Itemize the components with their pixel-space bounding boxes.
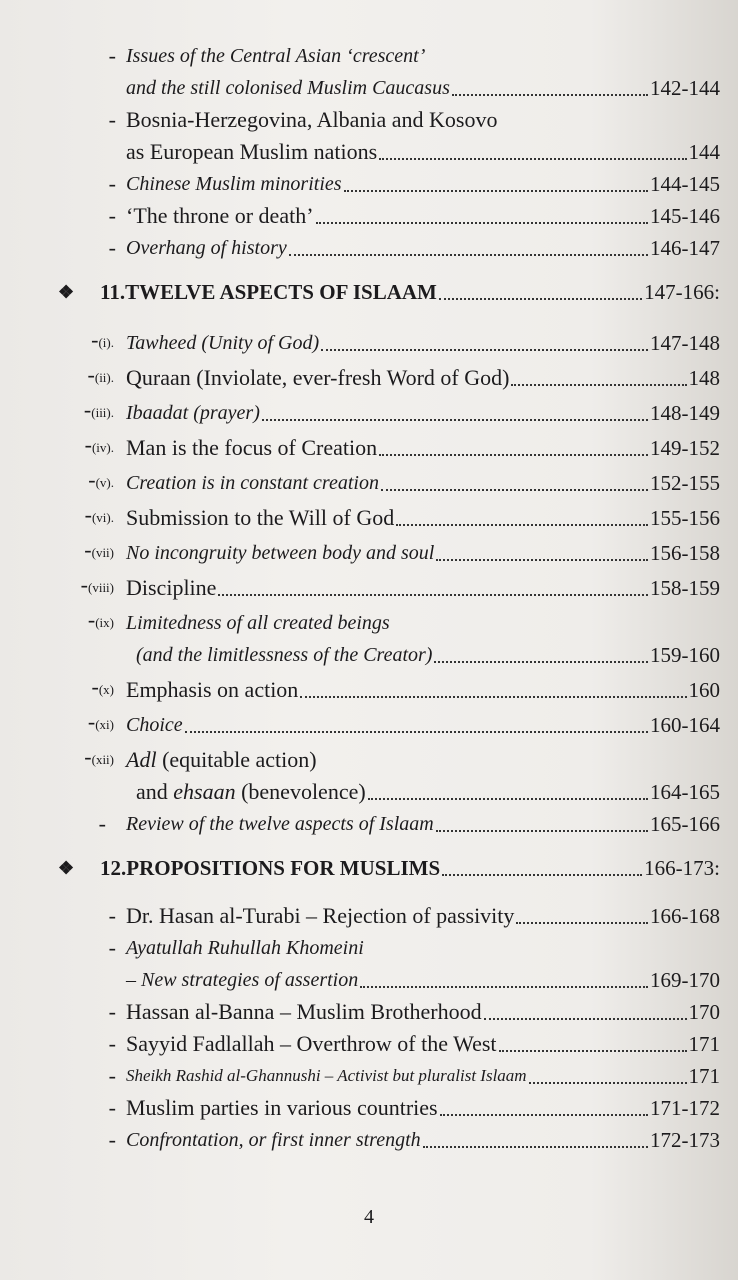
toc-entry xyxy=(58,1060,720,1092)
dot-leader xyxy=(185,731,648,733)
page-range: 164-165 xyxy=(650,780,720,804)
entry-title: Muslim parties in various countries xyxy=(126,1095,438,1120)
toc-entry xyxy=(58,900,720,932)
toc-entry xyxy=(58,706,720,741)
toc-entry xyxy=(58,1092,720,1124)
dot-leader xyxy=(516,922,648,924)
page-range: 158-159 xyxy=(650,576,720,600)
entry-title: Choice xyxy=(126,714,183,736)
entry-title: and the still colonised Muslim Caucasus xyxy=(126,77,450,99)
page-range: 147-166: xyxy=(644,280,720,304)
entry-title: Adl (equitable action) xyxy=(126,747,317,772)
toc-entry xyxy=(58,429,720,464)
entry-title: – New strategies of assertion xyxy=(126,969,359,991)
dot-leader xyxy=(452,94,648,96)
roman-numeral: (xi) xyxy=(95,717,114,732)
dash-marker: -(iv). xyxy=(84,432,114,457)
page-range: 148-149 xyxy=(650,401,720,425)
entry-title: Emphasis on action xyxy=(126,677,299,702)
dash-marker: - xyxy=(108,1031,116,1056)
page-range: 171 xyxy=(688,1032,720,1056)
entry-title: Confrontation, or first inner strength xyxy=(126,1129,421,1151)
page-range: 146-147 xyxy=(650,236,720,260)
toc-entry xyxy=(58,1028,720,1060)
page-range: 169-170 xyxy=(650,968,720,992)
entry-title: as European Muslim nations xyxy=(126,139,378,164)
dot-leader xyxy=(442,874,642,876)
entry-title: Review of the twelve aspects of Islaam xyxy=(126,813,434,835)
dash-marker: -(ii). xyxy=(87,362,114,387)
dash-marker: -(iii). xyxy=(83,397,114,422)
dash-marker: -(xi) xyxy=(87,709,114,734)
dash-marker: - xyxy=(108,107,116,132)
dot-leader xyxy=(289,254,648,256)
page-range: 159-160 xyxy=(650,643,720,667)
toc-entry-continuation xyxy=(58,136,720,168)
section-heading-12 xyxy=(58,852,720,884)
page-range: 152-155 xyxy=(650,471,720,495)
dash-marker: - xyxy=(108,935,116,960)
entry-title: Discipline xyxy=(126,575,217,600)
page-range: 145-146 xyxy=(650,204,720,228)
entry-title: Bosnia-Herzegovina, Albania and Kosovo xyxy=(126,107,498,132)
dash-marker: - xyxy=(108,1127,116,1152)
section-heading-11 xyxy=(58,276,720,308)
toc-entry xyxy=(58,232,720,264)
toc-entry xyxy=(58,40,720,72)
dot-leader xyxy=(218,594,648,596)
dash-marker: - xyxy=(108,1095,116,1120)
page-range: 148 xyxy=(688,366,720,390)
entry-title: No incongruity between body and soul xyxy=(126,542,435,564)
page-range: 171 xyxy=(688,1064,720,1088)
toc-entry xyxy=(58,359,720,394)
dash-marker: -(v). xyxy=(88,467,114,492)
dash-marker: -(x) xyxy=(91,674,114,699)
page-range: 166-173: xyxy=(644,856,720,880)
toc-entry xyxy=(58,394,720,429)
entry-title: Issues of the Central Asian ‘crescent’ xyxy=(126,45,426,67)
toc-entry xyxy=(58,168,720,200)
page-range: 155-156 xyxy=(650,506,720,530)
dot-leader xyxy=(484,1018,687,1020)
toc-entry xyxy=(58,464,720,499)
dot-leader xyxy=(434,661,648,663)
dash-marker: - xyxy=(98,811,106,836)
dash-marker: - xyxy=(108,235,116,260)
entry-title: (and the limitlessness of the Creator) xyxy=(136,644,433,666)
page-range: 147-148 xyxy=(650,331,720,355)
roman-numeral: (ii). xyxy=(94,370,114,385)
page-range: 149-152 xyxy=(650,436,720,460)
dot-leader xyxy=(344,190,648,192)
entry-title: Ayatullah Ruhullah Khomeini xyxy=(126,937,364,959)
page-range: 144 xyxy=(688,140,720,164)
dot-leader xyxy=(439,298,642,300)
entry-title: Hassan al-Banna – Muslim Brotherhood xyxy=(126,999,482,1024)
page-range: 144-145 xyxy=(650,172,720,196)
dash-marker: -(i). xyxy=(91,327,114,352)
dash-marker: -(vi). xyxy=(84,502,114,527)
page-range: 171-172 xyxy=(650,1096,720,1120)
dot-leader xyxy=(423,1146,648,1148)
entry-title: Chinese Muslim minorities xyxy=(126,173,342,195)
dash-marker: - xyxy=(108,171,116,196)
page-range: 172-173 xyxy=(650,1128,720,1152)
dash-marker: -(vii) xyxy=(84,537,114,562)
page-range: 170 xyxy=(688,1000,720,1024)
toc-entry xyxy=(58,499,720,534)
toc-entry xyxy=(58,534,720,569)
page-number: 4 xyxy=(364,1206,374,1228)
toc-entry xyxy=(58,604,720,639)
entry-title: Sheikh Rashid al-Ghannushi – Activist but pluralist Islaam xyxy=(126,1066,527,1085)
roman-numeral: (iii). xyxy=(91,405,114,420)
entry-title: Ibaadat (prayer) xyxy=(126,402,260,424)
dot-leader xyxy=(436,559,648,561)
dot-leader xyxy=(321,349,648,351)
dot-leader xyxy=(499,1050,687,1052)
dot-leader xyxy=(381,489,648,491)
section-title: 11.TWELVE ASPECTS OF ISLAAM xyxy=(100,280,437,304)
entry-title: Quraan (Inviolate, ever-fresh Word of God) xyxy=(126,365,510,390)
toc-entry xyxy=(58,996,720,1028)
toc-entry xyxy=(58,808,720,840)
toc-entry xyxy=(58,671,720,706)
entry-title: Dr. Hasan al-Turabi – Rejection of passivity xyxy=(126,903,515,928)
toc-entry-continuation xyxy=(58,964,720,996)
toc-entry xyxy=(58,324,720,359)
dot-leader xyxy=(300,696,686,698)
roman-numeral: (v). xyxy=(95,475,114,490)
toc-entry xyxy=(58,200,720,232)
toc-entry xyxy=(58,932,720,964)
dot-leader xyxy=(379,158,686,160)
dash-marker: - xyxy=(108,1063,116,1088)
section-title: 12.PROPOSITIONS FOR MUSLIMS xyxy=(100,856,441,880)
toc-entry-continuation xyxy=(58,776,720,808)
dash-marker: - xyxy=(108,203,116,228)
table-of-contents xyxy=(58,40,720,1156)
dot-leader xyxy=(368,798,648,800)
page-range: 165-166 xyxy=(650,812,720,836)
dot-leader xyxy=(511,384,686,386)
roman-numeral: (i). xyxy=(98,335,114,350)
dot-leader xyxy=(360,986,648,988)
toc-entry-continuation xyxy=(58,639,720,671)
diamond-bullet-icon: ❖ xyxy=(58,282,75,302)
page-range: 160-164 xyxy=(650,713,720,737)
dot-leader xyxy=(440,1114,648,1116)
dash-marker: -(viii) xyxy=(80,572,114,597)
dot-leader xyxy=(396,524,648,526)
roman-numeral: (x) xyxy=(98,682,114,697)
entry-title: Tawheed (Unity of God) xyxy=(126,332,320,354)
dash-marker: -(xii) xyxy=(84,744,114,769)
dash-marker: - xyxy=(108,903,116,928)
roman-numeral: (vi). xyxy=(91,510,114,525)
toc-entry xyxy=(58,741,720,776)
dot-leader xyxy=(262,419,648,421)
toc-entry xyxy=(58,1124,720,1156)
entry-title: Overhang of history xyxy=(126,237,287,259)
roman-numeral: (vii) xyxy=(91,545,114,560)
roman-numeral: (xii) xyxy=(91,752,114,767)
diamond-bullet-icon: ❖ xyxy=(58,858,75,878)
roman-numeral: (viii) xyxy=(88,580,114,595)
page-range: 166-168 xyxy=(650,904,720,928)
dash-marker: - xyxy=(108,43,116,68)
dash-marker: - xyxy=(108,999,116,1024)
entry-title: Creation is in constant creation xyxy=(126,472,379,494)
page-range: 160 xyxy=(688,678,720,702)
dash-marker: -(ix) xyxy=(87,607,114,632)
page-range: 156-158 xyxy=(650,541,720,565)
entry-title: Submission to the Will of God xyxy=(126,505,395,530)
entry-title: Man is the focus of Creation xyxy=(126,435,378,460)
toc-entry xyxy=(58,104,720,136)
toc-entry-continuation xyxy=(58,72,720,104)
entry-title: Limitedness of all created beings xyxy=(126,612,390,634)
dot-leader xyxy=(379,454,648,456)
entry-title: ‘The throne or death’ xyxy=(126,203,314,228)
dot-leader xyxy=(436,830,648,832)
roman-numeral: (ix) xyxy=(95,615,114,630)
roman-numeral: (iv). xyxy=(91,440,114,455)
dot-leader xyxy=(529,1082,687,1084)
entry-title: Sayyid Fadlallah – Overthrow of the West xyxy=(126,1031,497,1056)
toc-entry xyxy=(58,569,720,604)
entry-title: and ehsaan (benevolence) xyxy=(136,779,366,804)
page-range: 142-144 xyxy=(650,76,720,100)
dot-leader xyxy=(316,222,648,224)
